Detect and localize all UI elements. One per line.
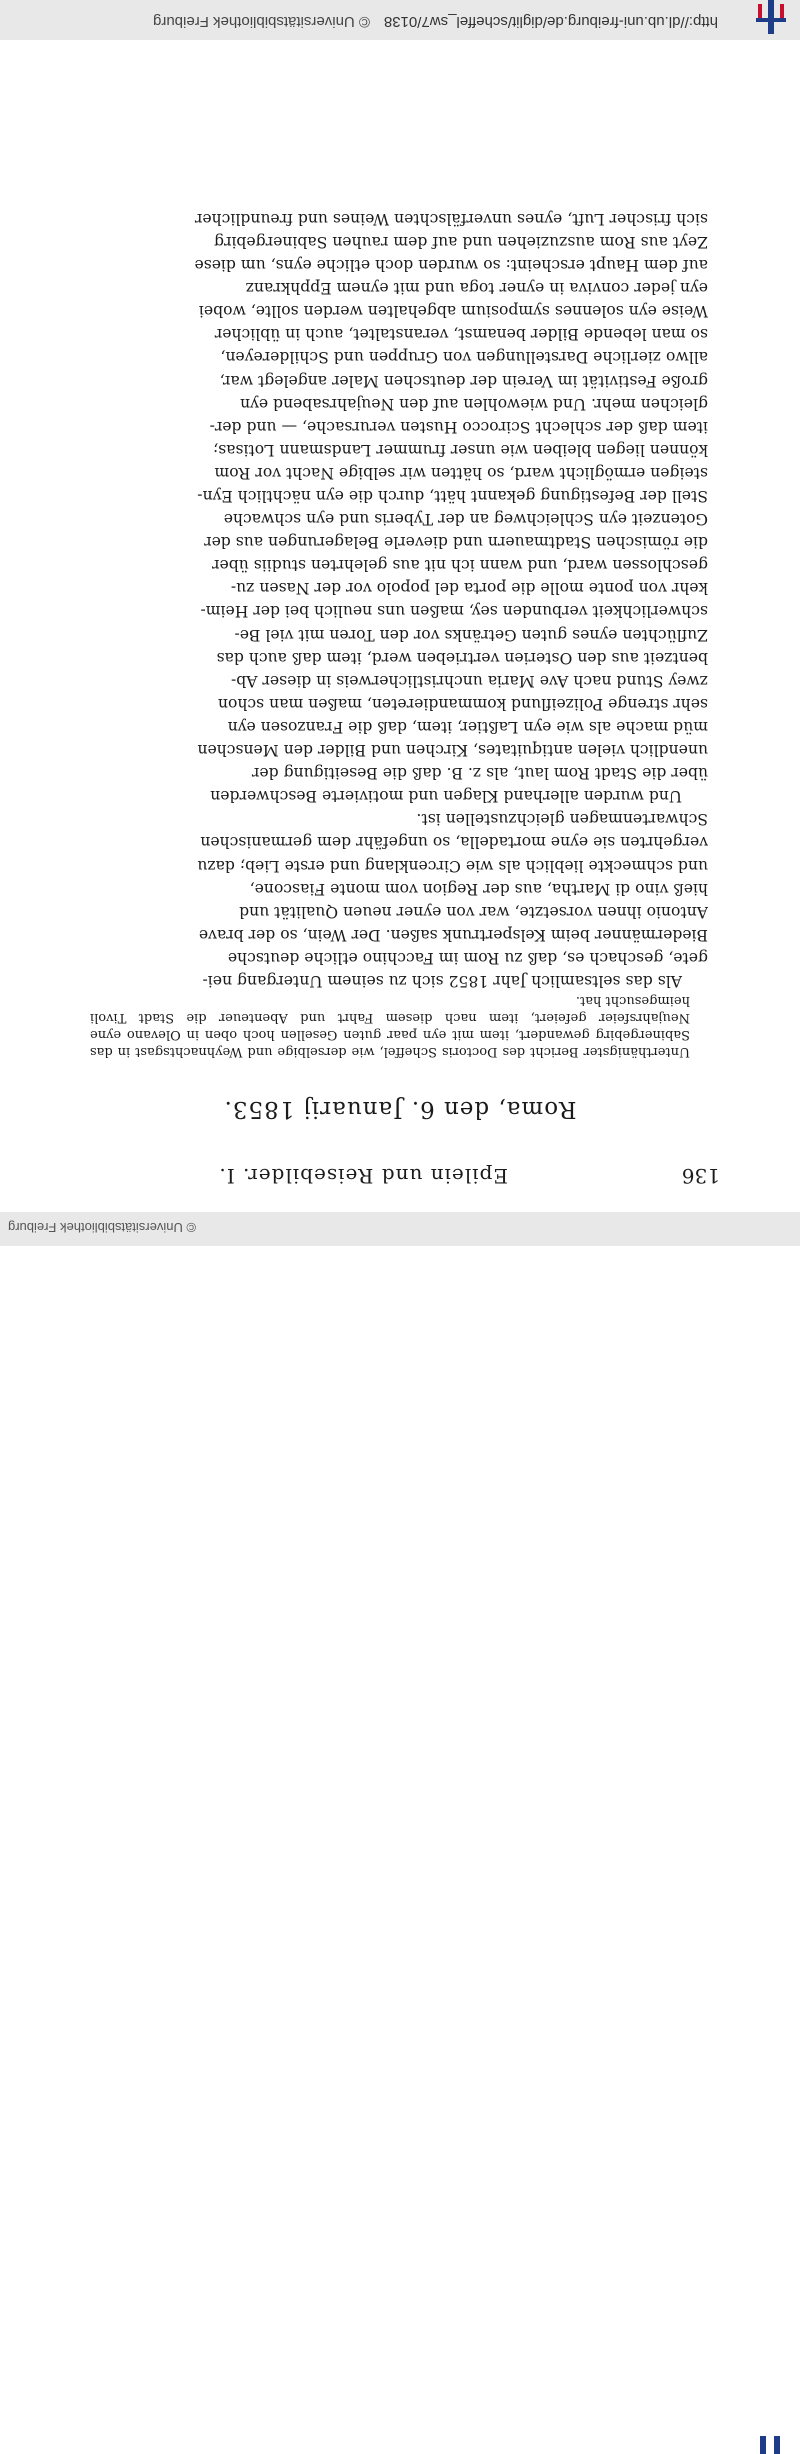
text-line: Und wurden allerhand Klagen und motivierte Beschwerden (210, 787, 682, 806)
text-line: Als das seltsamlich Jahr 1852 sich zu seinem Untergang nei- (202, 972, 682, 990)
running-title: Epilein und Reisebilder. I. (218, 1164, 508, 1188)
text-line: Weise eyn solennes symposium abgehalten werden sollte, wobei (198, 302, 708, 321)
text-line: schwerlichkeit verbunden sey, maßen uns neulich bei der Heim- (200, 602, 708, 621)
text-line: müd mache als wie eyn Laßtier, item, daß die Franzosen eyn (227, 717, 708, 736)
text-line: sehr strenge Polizeiflund kommandiereten, maßen man schon (217, 694, 708, 713)
text-line: zwey Stund nach Ave Maria unchristlicherweis in dieser Ab- (230, 671, 708, 690)
text-line: Schwartenmagen gleichzustellen ist. (416, 810, 708, 829)
text-line: auf dem Haupt erscheint: so wurden doch etliche eyns, um diese (194, 256, 708, 275)
viewer-url-link[interactable]: http://dl.ub.uni-freiburg.de/diglit/scheffel_sw7/0138 (383, 13, 718, 30)
text-line: Zuflüchten eynes guten Getränks vor den Toren mit viel Be- (234, 625, 708, 644)
text-line: kehr von ponte molle die porta del popolo vor der Nasen zu- (230, 579, 708, 598)
text-line: Gotenzeit eyn Schleichweg an der Tyberis und eyn schwache (223, 510, 708, 529)
letter-body (80, 207, 708, 992)
text-line: große Festivität im Verein der deutschen Maler angelegt war, (219, 371, 708, 390)
text-line: geschlossen ward, und wann ich nit aus gelehrten studiis über (212, 556, 708, 575)
ub-freiburg-logo-icon (756, 2426, 786, 2454)
letter-intro: Unterthänigster Bericht des Doctoris Scheffel, wie derselbige und Weyhnachtsgast in das Sabinergebirg gewandert, item mit eyn paar guten Gesellen hoch oben in Olevano eyne Neujahrsfeier gefeiert, item nach diesem Fahrt und Abenteuer die Stadt Tivoli heimgesucht hat. (90, 993, 690, 1059)
text-line: item daß der schlecht Scirocco Husten verursache, — und der- (209, 417, 708, 436)
viewer-bottom-bar (0, 1212, 800, 1246)
text-line: Stell der Befestigung gekannt hätt, durch die eyn nächtlich Eyn- (197, 487, 708, 506)
text-line: Antonio ihnen vorsetzte, war von eyner neuen Qualität und (239, 902, 708, 921)
page-content-rotated (40, 90, 760, 1190)
text-line: bentzeit aus den Osterien vertrieben werd, item daß auch das (216, 648, 708, 667)
text-line: hieß vino di Martha, aus der Region vom monte Fiascone, (249, 879, 708, 898)
text-line: Biedermänner beim Kelspertrunk saßen. Der Wein, so der brave (198, 925, 708, 944)
text-line: so man lebende Bilder benamst, veranstaltet, auch in üblicher (214, 325, 708, 344)
scanned-page (40, 90, 760, 1190)
letter-dateline: Roma, den 6. Januarij 1853. (223, 1096, 577, 1122)
text-line: eyn jeder conviva in eyner toga und mit eynem Epphkranz (245, 279, 708, 298)
text-line: über die Stadt Rom laut, als z. B. daß die Beseitigung der (251, 764, 708, 783)
viewer-bottom-copyright: © Universitätsbibliothek Freiburg (8, 1220, 197, 1235)
text-line: können liegen bleiben wie unser frummer Landsmann Lotisas; (212, 440, 708, 459)
text-line: und schmeckte lieblich als wie Circenklang und erste Lieb; dazu (197, 856, 708, 875)
viewer-copyright: © Universitätsbibliothek Freiburg (153, 13, 370, 30)
page-header (80, 1158, 720, 1188)
text-line: Zeyt aus Rom auszuziehen und auf dem rauhen Sabinergebirg (214, 233, 708, 251)
text-line: gete, geschach es, daß zu Rom im Facchino etliche deutsche (227, 948, 708, 967)
page-number: 136 (681, 1164, 720, 1188)
viewer-top-bar-content (0, 0, 800, 40)
text-line: unendlich vielen antiquitates, Kirchen und Bilder den Menschen (197, 741, 708, 760)
viewer-top-bar (0, 0, 800, 40)
ub-freiburg-logo-icon (752, 0, 792, 40)
text-line: gleichen mehr. Und wiewohlen auf den Neujahrsabend eyn (240, 394, 708, 413)
text-line: steigen ermöglicht ward, so hätten wir selbige Nacht vor Rom (214, 463, 708, 482)
text-line: vergehrten sie eyne mortadella, so ungefähr dem germanischen (200, 833, 708, 852)
text-line: sich frischer Luft, eynes unverfälschten Weines und freundlicher (194, 209, 708, 228)
text-line: allwo zierliche Darstellungen von Gruppen und Schildereyen, (220, 348, 708, 367)
text-line: die römischen Stadtmauern und dieverle Belagerungen aus der (204, 533, 708, 552)
